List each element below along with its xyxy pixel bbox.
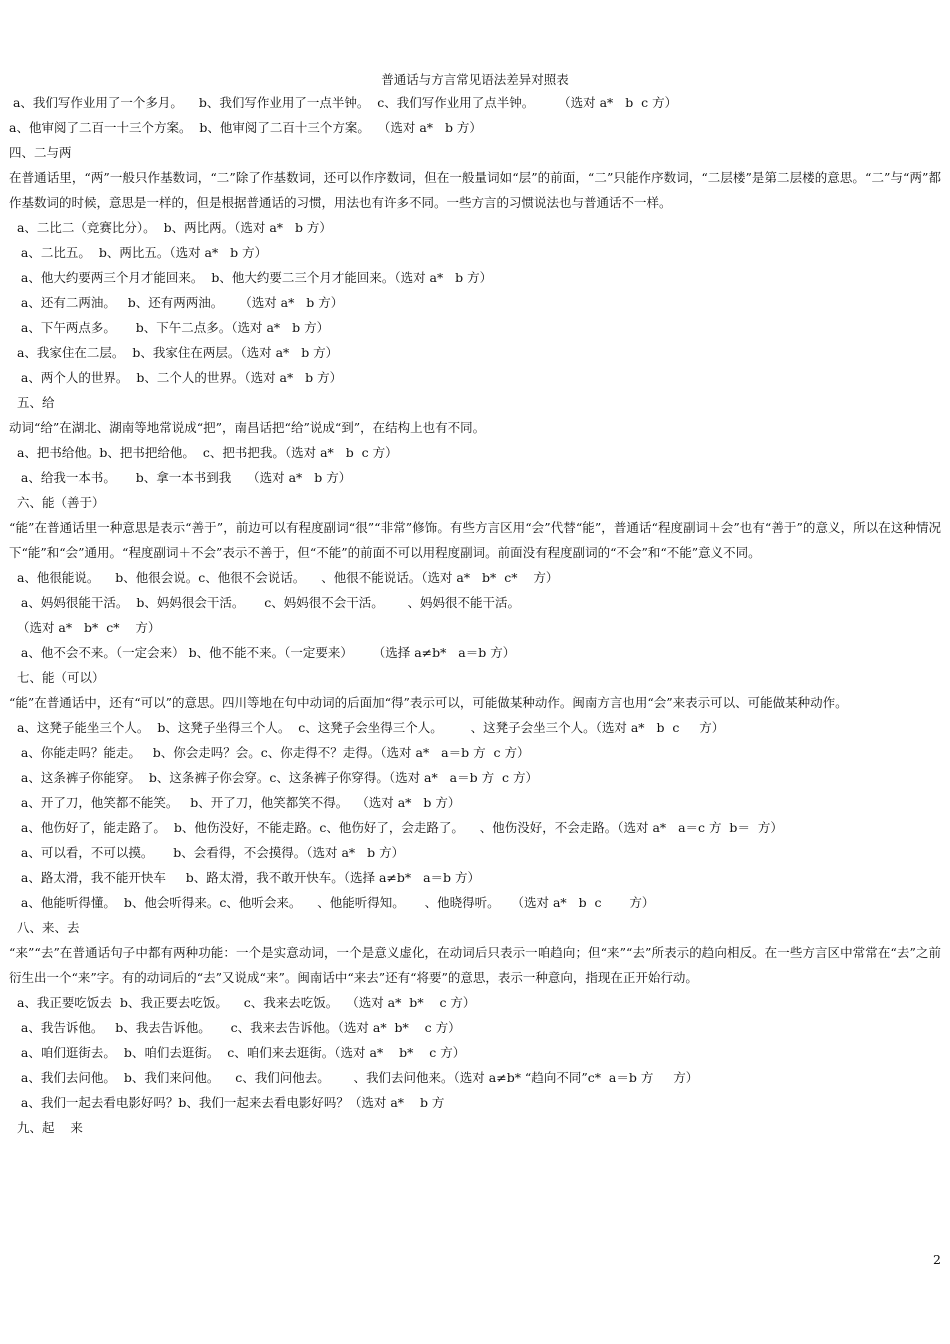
- text-line: a、他审阅了二百一十三个方案。 b、他审阅了二百十三个方案。 （选对 a* b 方）: [9, 120, 482, 135]
- text-line: a、咱们逛街去。 b、咱们去逛街。 c、咱们来去逛街。（选对 a* b* c 方）: [9, 1045, 466, 1060]
- text-line: a、他大约要两三个月才能回来。 b、他大约要二三个月才能回来。（选对 a* b 方）: [9, 270, 493, 285]
- text-line: 动词“给”在湖北、湖南等地常说成“把”，南昌话把“给”说成“到”，在结构上也有不同。: [9, 420, 486, 435]
- text-line: a、这凳子能坐三个人。 b、这凳子坐得三个人。 c、这凳子会坐得三个人。 、这凳子会坐三个人。（选对 a* b c 方）: [9, 720, 725, 735]
- text-line: a、他能听得懂。 b、他会听得来。c、他听会来。 、他能听得知。 、他晓得听。 （选对 a* b c 方）: [9, 895, 655, 910]
- text-line: a、路太滑，我不能开快车 b、路太滑，我不敢开快车。（选择 a≠b* a＝b 方）: [9, 870, 480, 885]
- text-line: 五、给: [9, 395, 55, 410]
- text-line: （选对 a* b* c* 方）: [9, 620, 161, 635]
- text-line: a、他伤好了，能走路了。 b、他伤没好，不能走路。c、他伤好了，会走路了。 、他伤没好，不会走路。（选对 a* a＝c 方 b＝ 方）: [9, 820, 783, 835]
- text-line: a、可以看，不可以摸。 b、会看得，不会摸得。（选对 a* b 方）: [9, 845, 405, 860]
- text-line: a、我们写作业用了一个多月。 b、我们写作业用了一点半钟。 c、我们写作业用了点半钟。 （选对 a* b c 方）: [9, 95, 678, 110]
- text-line: a、开了刀，他笑都不能笑。 b、开了刀，他笑都笑不得。 （选对 a* b 方）: [9, 795, 461, 810]
- body-paragraph: “能”在普通话中，还有“可以”的意思。四川等地在句中动词的后面加“得”表示可以，可能做某种动作。闽南方言也用“会”来表示可以、可能做某种动作。: [9, 695, 848, 710]
- text-line: a、我们一起去看电影好吗？b、我们一起来去看电影好吗？（选对 a* b 方: [9, 1095, 445, 1110]
- text-line: 四、二与两: [9, 145, 72, 160]
- text-line: a、给我一本书。 b、拿一本书到我 （选对 a* b 方）: [9, 470, 352, 485]
- body-paragraph: “能”在普通话里一种意思是表示“善于”，前边可以有程度副词“很”“非常”修饰。有些方言区用“会”代替“能”，普通话“程度副词＋会”也有“善于”的意义，所以在这种情况下“能”和“会”通用。“程度副词＋不会”表示不善于，但“不能”的前面不可以用程度副词。前面没有程度副词的“不会”和“不能”意义不同。: [9, 520, 941, 560]
- text-line: a、我正要吃饭去 b、我正要去吃饭。 c、我来去吃饭。 （选对 a* b* c 方）: [9, 995, 476, 1010]
- text-line: a、我家住在二层。 b、我家住在两层。（选对 a* b 方）: [9, 345, 339, 360]
- text-line: a、二比五。 b、两比五。（选对 a* b 方）: [9, 245, 268, 260]
- document-body: [9, 90, 941, 1140]
- text-line: a、把书给他。b、把书把给他。 c、把书把我。（选对 a* b c 方）: [9, 445, 398, 460]
- text-line: a、两个人的世界。 b、二个人的世界。（选对 a* b 方）: [9, 370, 343, 385]
- text-line: a、他很能说。 b、他很会说。c、他很不会说话。 、他很不能说话。（选对 a* b* c* 方）: [9, 570, 559, 585]
- text-line: 六、能（善于）: [9, 495, 105, 510]
- text-line: 七、能（可以）: [9, 670, 105, 685]
- body-paragraph: “来”“去”在普通话句子中都有两种功能：一个是实意动词，一个是意义虚化，在动词后只表示一咱趋向；但“来”“去”所表示的趋向相反。在一些方言区中常常在“去”之前衍生出一个“来”字。有的动词后的“去”又说成“来”。闽南话中“来去”还有“将要”的意思，表示一种意向，指现在正开始行动。: [9, 945, 941, 985]
- text-line: a、下午两点多。 b、下午二点多。（选对 a* b 方）: [9, 320, 330, 335]
- text-line: a、这条裤子你能穿。 b、这条裤子你会穿。c、这条裤子你穿得。（选对 a* a＝b 方 c 方）: [9, 770, 539, 785]
- text-line: a、你能走吗？能走。 b、你会走吗？会。c、你走得不？走得。（选对 a* a＝b 方 c 方）: [9, 745, 530, 760]
- text-line: a、我告诉他。 b、我去告诉他。 c、我来去告诉他。（选对 a* b* c 方）: [9, 1020, 461, 1035]
- text-line: a、还有二两油。 b、还有两两油。 （选对 a* b 方）: [9, 295, 344, 310]
- text-line: a、二比二（竞赛比分）。 b、两比两。（选对 a* b 方）: [9, 220, 332, 235]
- text-line: 八、来、去: [9, 920, 80, 935]
- text-line: 九、起 来: [9, 1120, 83, 1135]
- body-paragraph: 在普通话里，“两”一般只作基数词，“二”除了作基数词，还可以作序数词，但在一般量词如“层”的前面，“二”只能作序数词，“二层楼”是第二层楼的意思。“二”与“两”都作基数词的时候，意思是一样的，但是根据普通话的习惯，用法也有许多不同。一些方言的习惯说法也与普通话不一样。: [9, 170, 941, 210]
- page-title: 普通话与方言常见语法差异对照表: [381, 72, 569, 87]
- text-line: a、我们去问他。 b、我们来问他。 c、我们问他去。 、我们去问他来。（选对 a≠b* “趋向不同”c* a＝b 方 方）: [9, 1070, 699, 1085]
- text-line: a、他不会不来。（一定会来） b、他不能不来。（一定要来） （选择 a≠b* a＝b 方）: [9, 645, 516, 660]
- text-line: a、妈妈很能干活。 b、妈妈很会干活。 c、妈妈很不会干活。 、妈妈很不能干活。: [9, 595, 521, 610]
- page-number: 2: [933, 1252, 941, 1267]
